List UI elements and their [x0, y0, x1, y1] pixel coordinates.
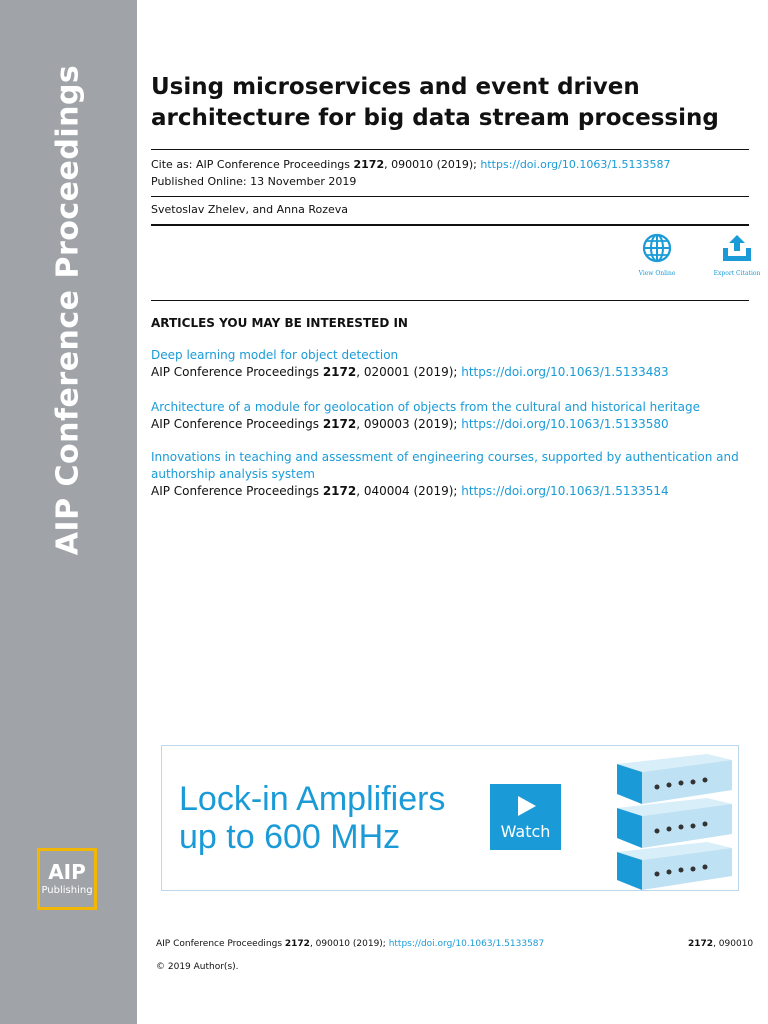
divider: [151, 224, 749, 226]
cite-rest: , 090010 (2019);: [384, 158, 481, 171]
related-article-doi-link[interactable]: https://doi.org/10.1063/1.5133514: [461, 484, 669, 498]
related-article: [151, 347, 749, 381]
related-article-title-link[interactable]: Innovations in teaching and assessment of engineering courses, supported by authentication and authorship analysis system: [151, 450, 739, 481]
related-article-volume: 2172: [322, 365, 357, 379]
cite-prefix: Cite as: AIP Conference Proceedings: [151, 158, 354, 171]
export-citation-label: Export Citation: [713, 270, 761, 277]
footer-copyright: © 2019 Author(s).: [156, 962, 239, 972]
footer-page-id: [688, 938, 753, 950]
footer-rest: , 090010 (2019);: [309, 939, 389, 949]
footer-journal: AIP Conference Proceedings: [156, 939, 285, 949]
cite-doi-link[interactable]: https://doi.org/10.1063/1.5133587: [480, 158, 671, 171]
citation-line: [151, 157, 671, 172]
ad-line-2: up to 600 MHz: [179, 818, 401, 856]
related-article-journal: AIP Conference Proceedings: [151, 365, 323, 379]
divider: [151, 196, 749, 197]
play-icon: [514, 794, 538, 818]
footer-page-number: , 090010: [713, 939, 754, 949]
journal-name-vertical: AIP Conference Proceedings: [50, 64, 86, 556]
related-article-rest: , 020001 (2019);: [356, 365, 462, 379]
related-article-rest: , 040004 (2019);: [356, 484, 462, 498]
related-article-doi-link[interactable]: https://doi.org/10.1063/1.5133580: [461, 417, 669, 431]
amplifier-device-image: [607, 752, 737, 891]
logo-text-aip: AIP: [48, 860, 86, 884]
related-articles-heading: ARTICLES YOU MAY BE INTERESTED IN: [151, 316, 408, 330]
footer-page-volume: 2172: [688, 939, 714, 949]
related-article-volume: 2172: [322, 417, 357, 431]
logo-text-publishing: Publishing: [41, 885, 93, 896]
ad-headline: [179, 780, 445, 856]
advertisement-banner[interactable]: [161, 745, 739, 891]
related-article-title-link[interactable]: Deep learning model for object detection: [151, 348, 399, 362]
globe-icon: [641, 232, 673, 264]
related-article-rest: , 090003 (2019);: [356, 417, 462, 431]
related-article-journal: AIP Conference Proceedings: [151, 484, 323, 498]
related-article: [151, 449, 749, 500]
related-article: [151, 399, 749, 433]
divider: [151, 149, 749, 150]
related-article-citation: [151, 483, 749, 500]
view-online-button[interactable]: [631, 232, 683, 277]
export-citation-button[interactable]: [711, 232, 763, 277]
aip-publishing-logo[interactable]: [37, 848, 97, 910]
related-article-journal: AIP Conference Proceedings: [151, 417, 323, 431]
footer-doi-link[interactable]: https://doi.org/10.1063/1.5133587: [388, 939, 545, 949]
related-article-title-link[interactable]: Architecture of a module for geolocation of objects from the cultural and historical heritage: [151, 400, 700, 414]
related-article-citation: [151, 364, 749, 381]
watch-button[interactable]: [490, 784, 561, 850]
export-icon: [720, 232, 754, 264]
view-online-label: View Online: [638, 270, 676, 277]
related-article-doi-link[interactable]: https://doi.org/10.1063/1.5133483: [461, 365, 669, 379]
action-icons: [631, 232, 763, 277]
related-article-volume: 2172: [322, 484, 357, 498]
watch-label: Watch: [500, 821, 551, 841]
paper-title: Using microservices and event driven architecture for big data stream processing: [151, 74, 719, 131]
footer-volume: 2172: [284, 939, 310, 949]
cite-volume: 2172: [353, 158, 385, 171]
ad-line-1: Lock-in Amplifiers: [179, 780, 446, 818]
divider: [151, 300, 749, 301]
related-article-citation: [151, 416, 749, 433]
sidebar: [0, 0, 137, 1024]
published-date: Published Online: 13 November 2019: [151, 175, 357, 188]
footer-citation: [156, 938, 544, 950]
authors: Svetoslav Zhelev, and Anna Rozeva: [151, 203, 349, 216]
